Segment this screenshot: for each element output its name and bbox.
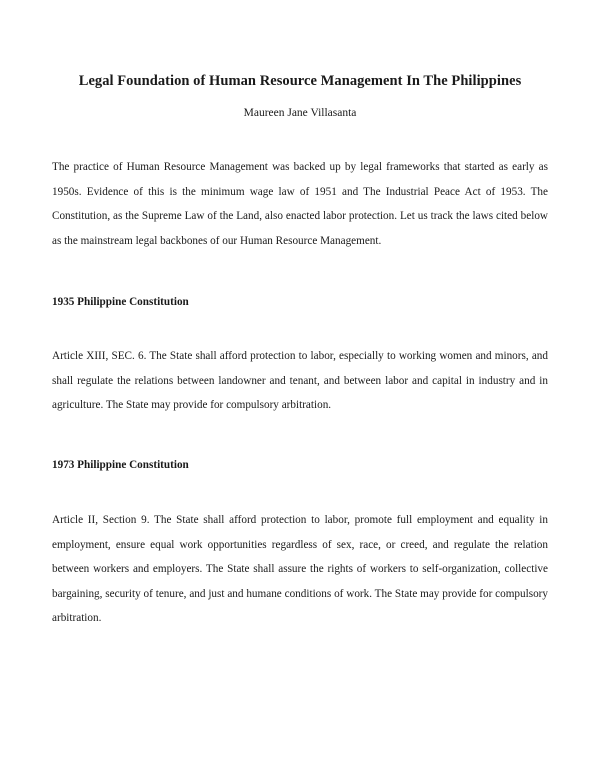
section-text-1973: Article II, Section 9. The State shall afford protection to labor, promote full employment and equality in employment, ensure equal work opportunities regardless of sex, race, or creed, and regulate the relation between workers and employers. The State shall assure the rights of workers to self-organization, collective bargaining, security of tenure, and just and humane conditions of work. The State may provide for compulsory arbitration. bbox=[52, 514, 548, 624]
section-text-1935: Article XIII, SEC. 6. The State shall afford protection to labor, especially to working women and minors, and shall regulate the relations between landowner and tenant, and between labor and capital in industry and in agriculture. The State may provide for compulsory arbitration. bbox=[52, 350, 548, 411]
section-heading-1935: 1935 Philippine Constitution bbox=[52, 296, 189, 308]
section-heading-1973: 1973 Philippine Constitution bbox=[52, 459, 189, 471]
intro-paragraph: The practice of Human Resource Management was backed up by legal frameworks that started as early as 1950s. Evidence of this is the minimum wage law of 1951 and The Industrial Peace Act of 1953. The Constitution, as the Supreme Law of the Land, also enacted labor protection. Let us track the laws cited below as the mainstream legal backbones of our Human Resource Management. bbox=[52, 161, 548, 247]
document-title: Legal Foundation of Human Resource Management In The Philippines bbox=[78, 73, 522, 89]
document-author: Maureen Jane Villasanta bbox=[243, 107, 357, 119]
